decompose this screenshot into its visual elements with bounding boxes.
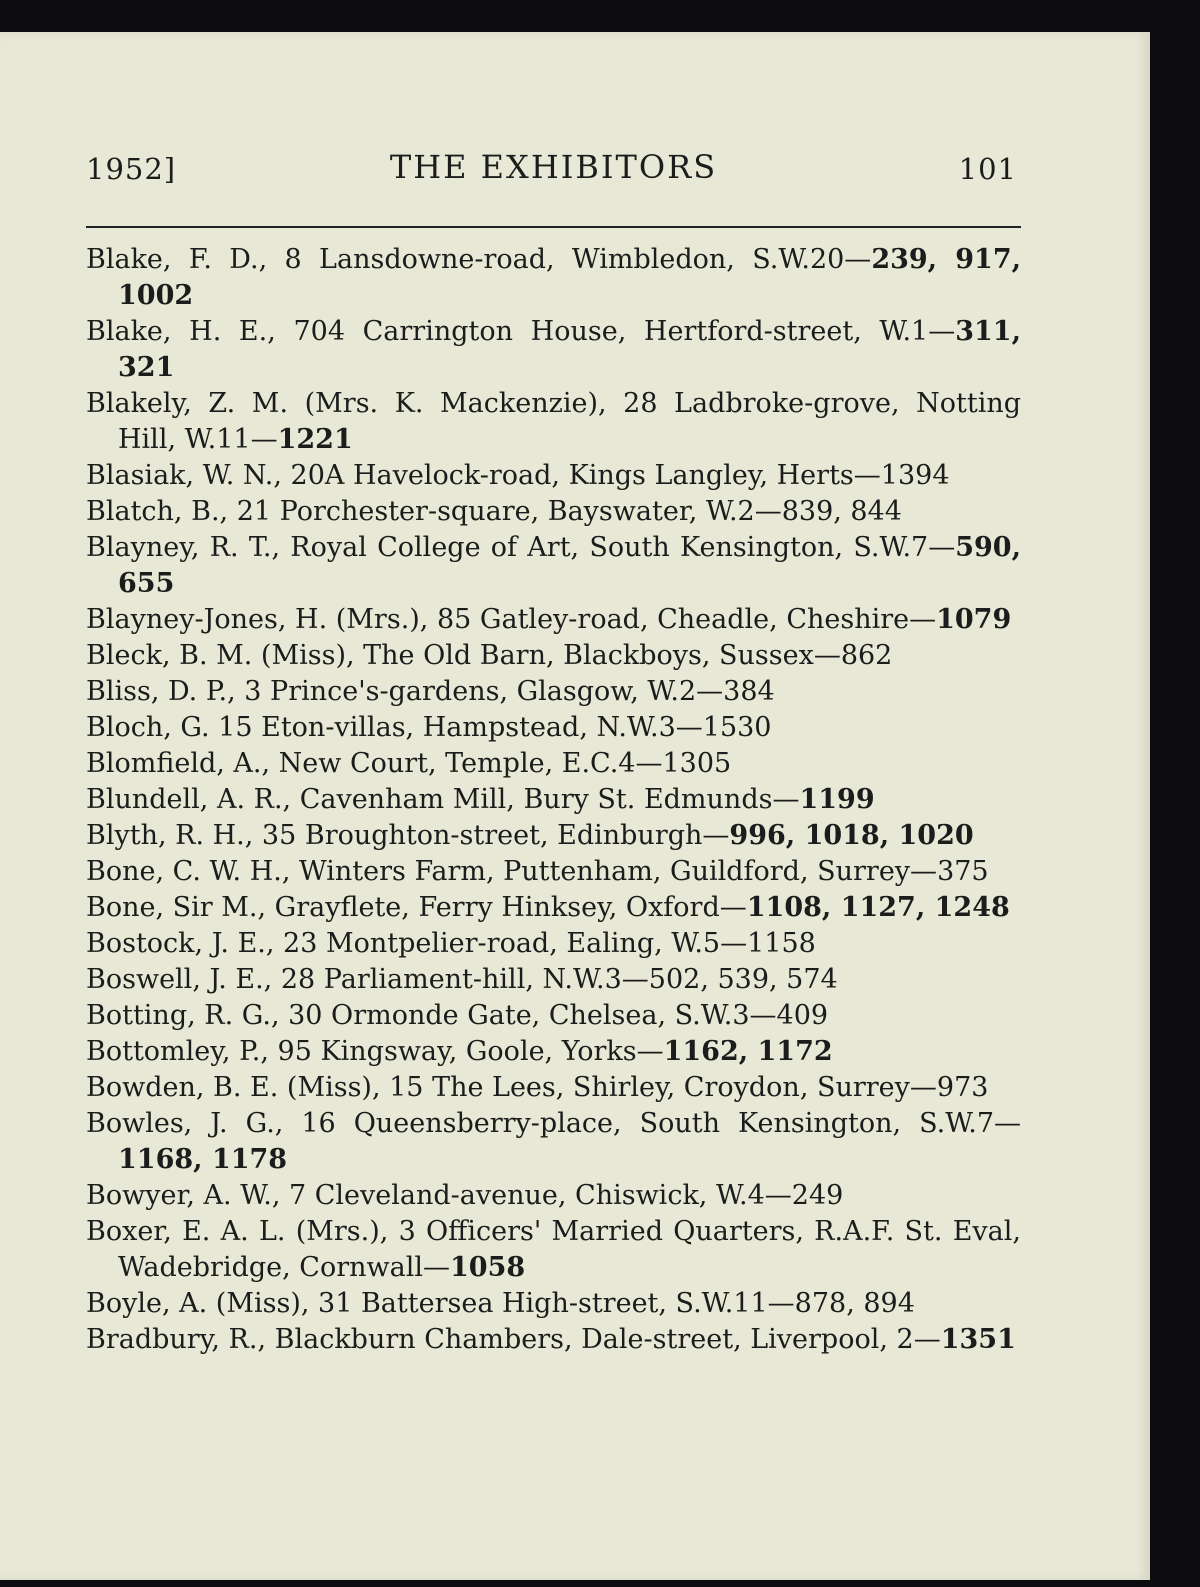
list-item bbox=[86, 1214, 1021, 1286]
entry-numbers: 973 bbox=[936, 1072, 989, 1103]
entry-text: Blayney, R. T., Royal College of Art, South Kensington, S.W.7— bbox=[86, 532, 956, 563]
entry-text: Blundell, A. R., Cavenham Mill, Bury St. Edmunds— bbox=[86, 784, 800, 815]
list-item bbox=[86, 638, 1021, 674]
entry-numbers: 1305 bbox=[662, 748, 732, 779]
entry-numbers: 384 bbox=[723, 676, 775, 707]
entry-numbers: 375 bbox=[937, 856, 989, 887]
entry-text: Botting, R. G., 30 Ormonde Gate, Chelsea, S.W.3— bbox=[86, 1000, 777, 1031]
entry-text: Boxer, E. A. L. (Mrs.), 3 Officers' Married Quarters, R.A.F. St. Eval, Wadebridge, Cornwall— bbox=[86, 1216, 1021, 1283]
book-page bbox=[0, 32, 1150, 1580]
list-item bbox=[86, 494, 1021, 530]
list-item bbox=[86, 818, 1021, 854]
list-item bbox=[86, 1106, 1021, 1178]
list-item bbox=[86, 890, 1021, 926]
entry-numbers: 249 bbox=[791, 1180, 844, 1211]
list-item bbox=[86, 1286, 1021, 1322]
entry-text: Bowden, B. E. (Miss), 15 The Lees, Shirley, Croydon, Surrey— bbox=[86, 1072, 937, 1103]
entry-text: Bowyer, A. W., 7 Cleveland-avenue, Chiswick, W.4— bbox=[86, 1180, 792, 1211]
entry-numbers: 239, 917, 1002 bbox=[118, 244, 1022, 311]
entry-text: Blyth, R. H., 35 Broughton-street, Edinburgh— bbox=[86, 820, 730, 851]
entry-numbers: 409 bbox=[776, 1000, 829, 1031]
entry-text: Bradbury, R., Blackburn Chambers, Dale-street, Liverpool, 2— bbox=[86, 1324, 941, 1355]
entry-numbers: 1079 bbox=[936, 604, 1012, 635]
entry-numbers: 311, 321 bbox=[118, 316, 1021, 383]
entry-text: Bliss, D. P., 3 Prince's-gardens, Glasgow, W.2— bbox=[86, 676, 724, 707]
list-item bbox=[86, 530, 1021, 602]
entry-numbers: 862 bbox=[840, 640, 893, 671]
list-item bbox=[86, 674, 1021, 710]
entry-text: Bostock, J. E., 23 Montpelier-road, Ealing, W.5— bbox=[86, 928, 748, 959]
list-item bbox=[86, 1070, 1021, 1106]
list-item bbox=[86, 782, 1021, 818]
list-item bbox=[86, 1034, 1021, 1070]
header-rule bbox=[86, 226, 1021, 228]
list-item bbox=[86, 926, 1021, 962]
entry-numbers: 1394 bbox=[880, 460, 950, 491]
entry-numbers: 1108, 1127, 1248 bbox=[746, 892, 1010, 923]
entry-text: Blake, F. D., 8 Lansdowne-road, Wimbledon, S.W.20— bbox=[86, 244, 872, 275]
list-item bbox=[86, 458, 1021, 494]
entry-text: Bone, Sir M., Grayflete, Ferry Hinksey, Oxford— bbox=[86, 892, 747, 923]
exhibitor-list bbox=[86, 242, 1021, 1358]
entry-numbers: 1199 bbox=[799, 784, 875, 815]
running-head-year: 1952] bbox=[86, 152, 177, 186]
list-item bbox=[86, 386, 1021, 458]
entry-text: Bloch, G. 15 Eton-villas, Hampstead, N.W.3— bbox=[86, 712, 703, 743]
list-item bbox=[86, 998, 1021, 1034]
entry-text: Blatch, B., 21 Porchester-square, Bayswater, W.2— bbox=[86, 496, 782, 527]
list-item bbox=[86, 1322, 1021, 1358]
entry-text: Blake, H. E., 704 Carrington House, Hertford-street, W.1— bbox=[86, 316, 956, 347]
entry-numbers: 1168, 1178 bbox=[118, 1144, 288, 1175]
list-item bbox=[86, 602, 1021, 638]
entry-text: Boyle, A. (Miss), 31 Battersea High-street, S.W.11— bbox=[86, 1288, 795, 1319]
entry-text: Bowles, J. G., 16 Queensberry-place, South Kensington, S.W.7— bbox=[86, 1108, 1021, 1139]
entry-text: Blakely, Z. M. (Mrs. K. Mackenzie), 28 Ladbroke-grove, Notting Hill, W.11— bbox=[86, 388, 1021, 455]
entry-numbers: 1530 bbox=[702, 712, 772, 743]
page-header bbox=[86, 142, 1021, 192]
list-item bbox=[86, 242, 1021, 314]
entry-text: Bottomley, P., 95 Kingsway, Goole, Yorks— bbox=[86, 1036, 664, 1067]
entry-numbers: 1158 bbox=[747, 928, 816, 959]
entry-text: Bleck, B. M. (Miss), The Old Barn, Blackboys, Sussex— bbox=[86, 640, 841, 671]
entry-numbers: 839, 844 bbox=[781, 496, 902, 527]
entry-numbers: 1162, 1172 bbox=[663, 1036, 833, 1067]
page-title: THE EXHIBITORS bbox=[389, 148, 718, 186]
entry-text: Boswell, J. E., 28 Parliament-hill, N.W.3— bbox=[86, 964, 649, 995]
entry-numbers: 590, 655 bbox=[118, 532, 1021, 599]
page-number: 101 bbox=[958, 152, 1017, 186]
entry-numbers: 1058 bbox=[450, 1252, 526, 1283]
entry-text: Blayney-Jones, H. (Mrs.), 85 Gatley-road, Cheadle, Cheshire— bbox=[86, 604, 937, 635]
list-item bbox=[86, 962, 1021, 998]
entry-numbers: 1221 bbox=[277, 424, 353, 455]
entry-numbers: 1351 bbox=[940, 1324, 1016, 1355]
entry-text: Blasiak, W. N., 20A Havelock-road, Kings Langley, Herts— bbox=[86, 460, 881, 491]
entry-numbers: 502, 539, 574 bbox=[648, 964, 838, 995]
list-item bbox=[86, 746, 1021, 782]
list-item bbox=[86, 314, 1021, 386]
list-item bbox=[86, 710, 1021, 746]
list-item bbox=[86, 854, 1021, 890]
entry-text: Bone, C. W. H., Winters Farm, Puttenham, Guildford, Surrey— bbox=[86, 856, 938, 887]
entry-numbers: 878, 894 bbox=[794, 1288, 915, 1319]
list-item bbox=[86, 1178, 1021, 1214]
entry-numbers: 996, 1018, 1020 bbox=[729, 820, 974, 851]
entry-text: Blomfield, A., New Court, Temple, E.C.4— bbox=[86, 748, 663, 779]
